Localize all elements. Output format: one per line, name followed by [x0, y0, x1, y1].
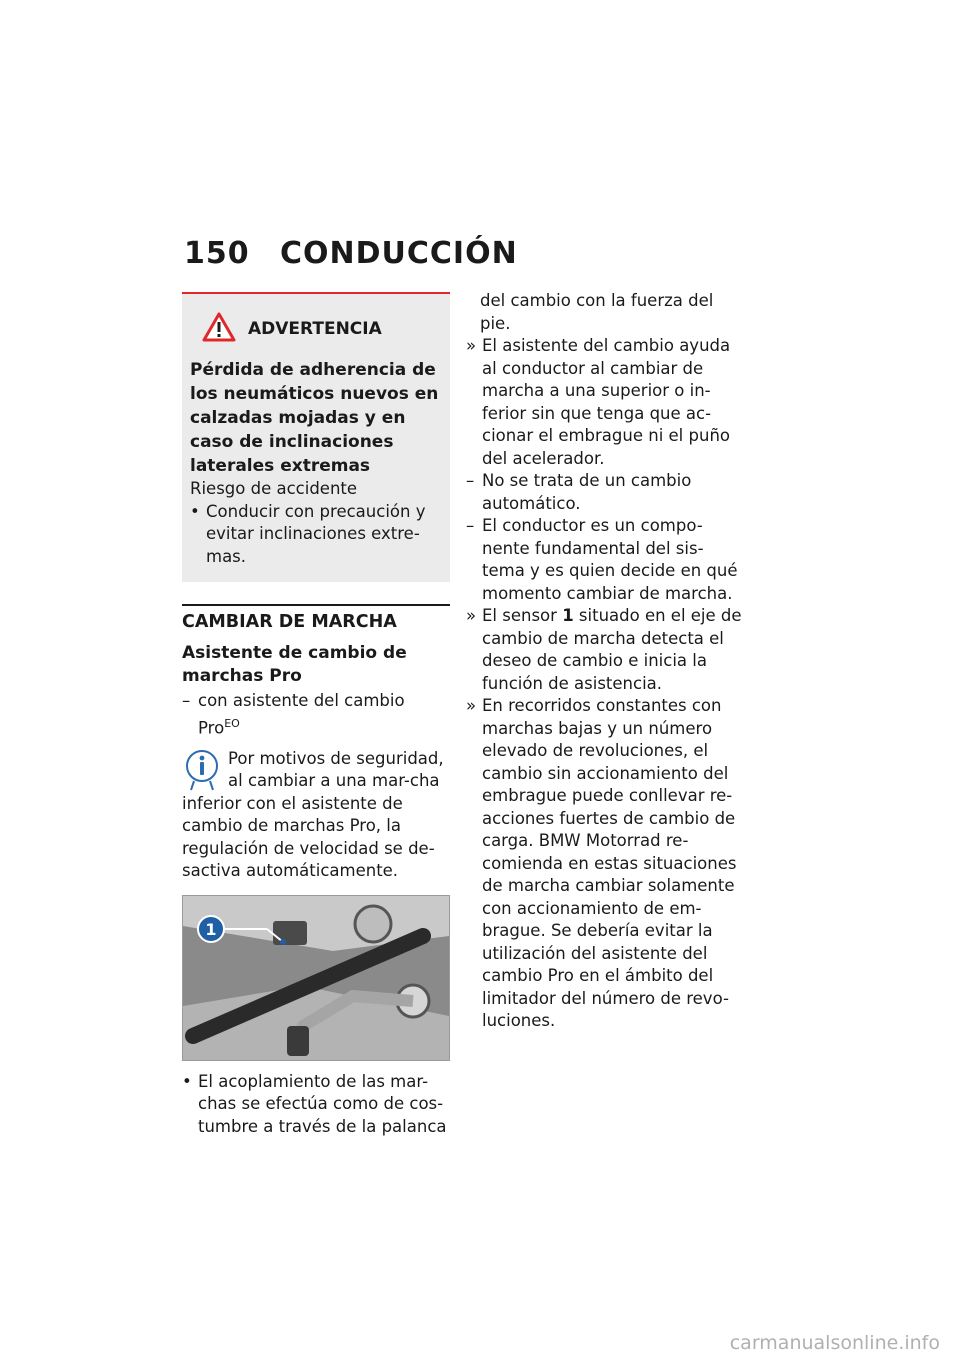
- info-text: Por motivos de seguridad, al cambiar a una mar-cha inferior con el asistente de cambio de marchas Pro, la regulación de velocidad se de-sactiva automáticamente.: [182, 748, 444, 880]
- chapter-title: CONDUCCIÓN: [280, 236, 518, 271]
- callout-label: 1: [205, 919, 217, 939]
- list-mark: –: [466, 516, 475, 535]
- list-item-text: No se trata de un cambio automático.: [482, 471, 692, 513]
- list-mark: »: [466, 696, 477, 715]
- list-item-text: En recorridos constantes con marchas bajas y un número elevado de revoluciones, el cambio sin accionamiento del embrague puede conllevar re-acciones fuertes de cambio de carga. BMW Motorrad re-comienda en estas situaciones de marcha cambiar solamente con accionamiento de em-brague. Se debería evitar la utilización del asistente del cambio Pro en el ámbito del limitador del número de revo-luciones.: [482, 696, 737, 1030]
- info-block: [182, 748, 450, 883]
- bullet-dot: •: [182, 1071, 192, 1091]
- page-number: 150: [184, 236, 250, 271]
- warning-risk: Riesgo de accidente: [190, 479, 358, 498]
- info-person-icon: [182, 748, 222, 792]
- option-superscript: EO: [224, 716, 240, 730]
- sensor-number: 1: [562, 606, 574, 625]
- gear-bullet-text: El acoplamiento de las mar-chas se efectúa como de cos-tumbre a través de la palanca: [198, 1071, 447, 1136]
- warning-label: ADVERTENCIA: [248, 319, 382, 339]
- page-header: [184, 236, 518, 271]
- list-mark: –: [466, 471, 475, 490]
- gear-lever-photo: [182, 895, 450, 1061]
- option-line: [182, 690, 450, 740]
- warning-action-text: Conducir con precaución y evitar inclinaciones extre-mas.: [206, 501, 426, 566]
- list-item: [466, 335, 742, 470]
- list-item-text: [482, 605, 742, 695]
- list-mark: »: [466, 606, 477, 625]
- list-text-after: situado en el eje de cambio de marcha detecta el deseo de cambio e inicia la función de asistencia.: [482, 606, 742, 693]
- warning-heading: Pérdida de adherencia de los neumáticos nuevos en calzadas mojadas y en caso de inclinaciones laterales extremas: [190, 360, 439, 476]
- option-text-wrap: [198, 690, 450, 740]
- warning-box: [182, 292, 450, 582]
- list-item-text: El conductor es un compo-nente fundamental del sis-tema y es quien decide en qué momento cambiar de marcha.: [482, 516, 738, 603]
- option-text: con asistente del cambio Pro: [198, 691, 405, 737]
- dash-mark: –: [182, 691, 191, 710]
- list-mark: »: [466, 336, 477, 355]
- list-item: [466, 470, 742, 515]
- list-text-before: El sensor: [482, 606, 563, 625]
- bullet-dot: •: [190, 501, 200, 521]
- continuation-text: del cambio con la fuerza del pie.: [480, 291, 714, 333]
- list-item: [466, 695, 742, 1033]
- gear-bullet: [182, 1071, 450, 1139]
- warning-action: [190, 501, 440, 569]
- section-title: CAMBIAR DE MARCHA: [182, 604, 450, 632]
- sub-title: Asistente de cambio de marchas Pro: [182, 643, 407, 686]
- list-item-text: El asistente del cambio ayuda al conductor al cambiar de marcha a una superior o in-ferior sin que tenga que ac-cionar el embrague ni el puño del acelerador.: [482, 336, 731, 468]
- list-item: [466, 605, 742, 695]
- warning-header: [202, 312, 440, 346]
- list-item: [466, 515, 742, 605]
- left-column: [182, 292, 450, 1138]
- warning-triangle-icon: [202, 312, 236, 346]
- watermark: carmanualsonline.info: [729, 1332, 940, 1354]
- right-column: [466, 290, 742, 1033]
